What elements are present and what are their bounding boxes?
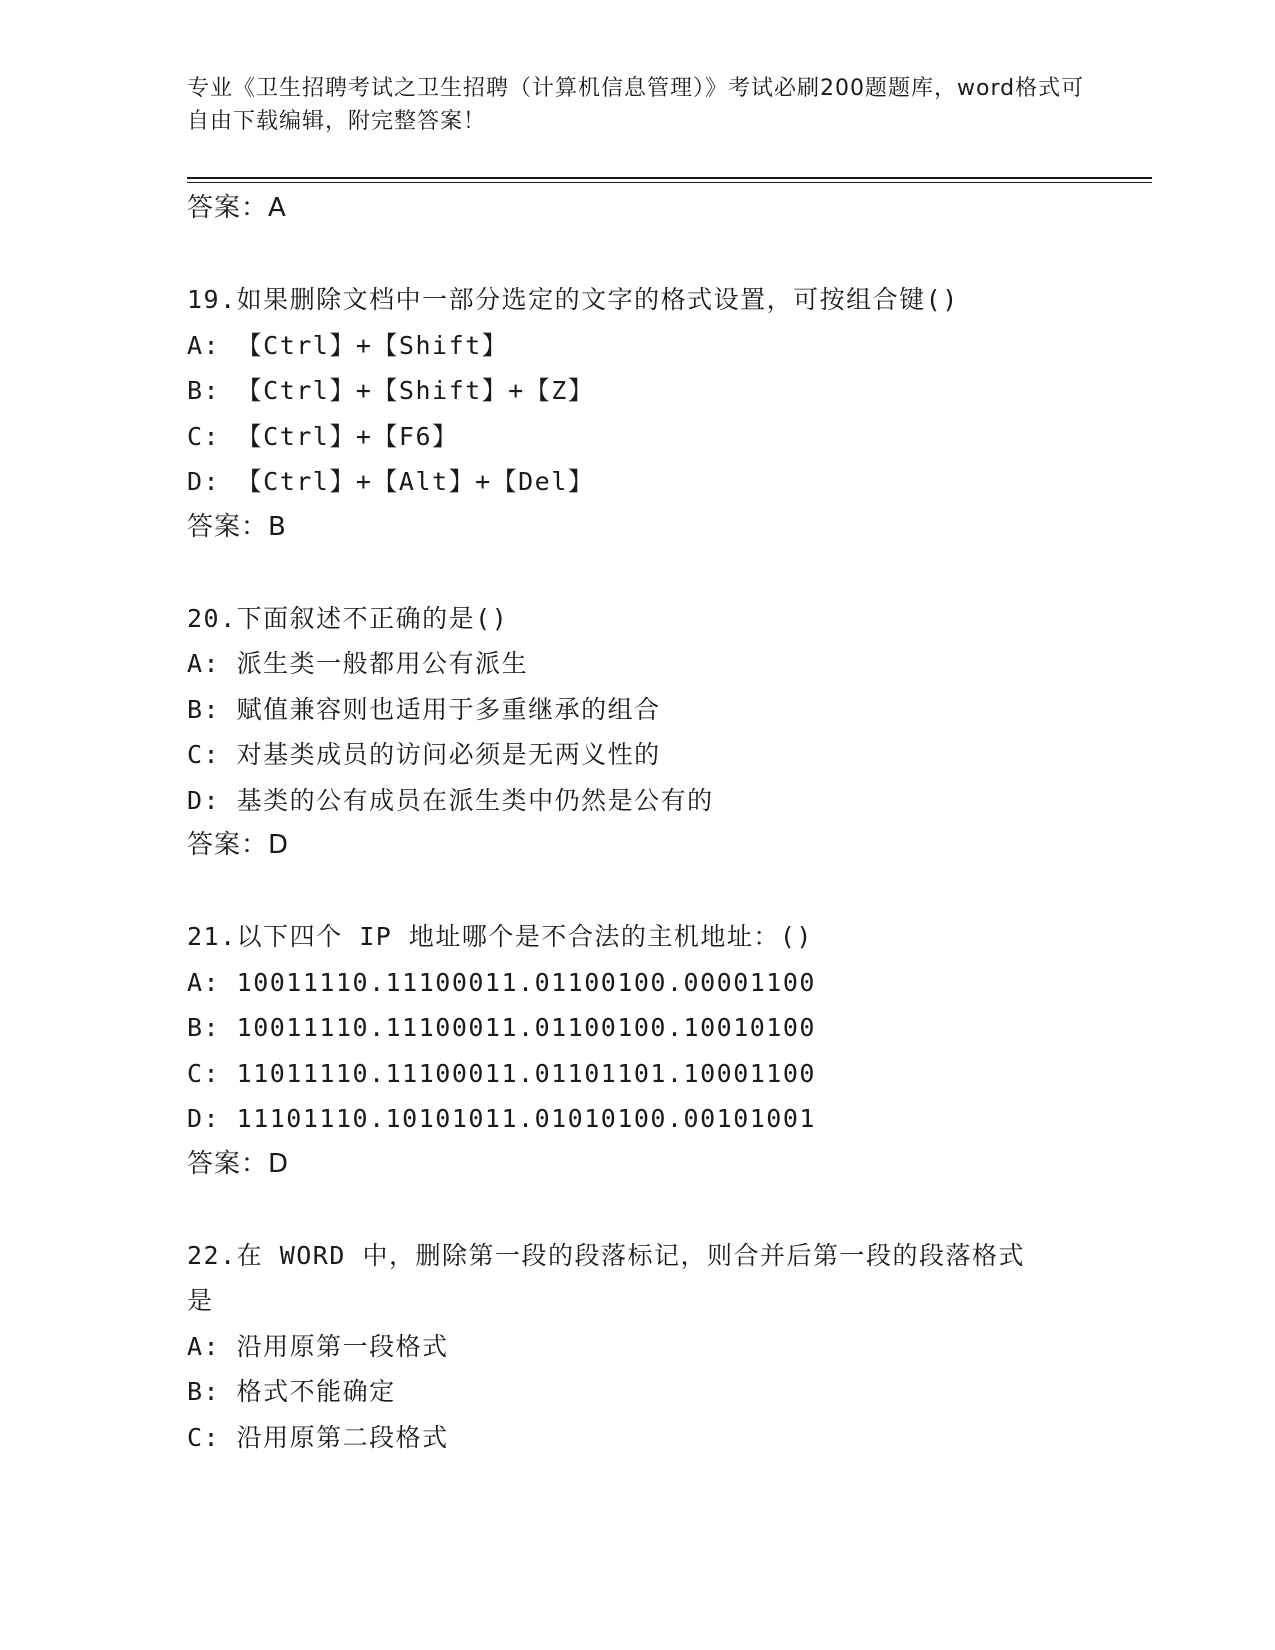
option-b: B: 10011110.11100011.01100100.10010100 — [187, 1013, 816, 1042]
option-b: B: 格式不能确定 — [187, 1377, 396, 1406]
option-a: A: 派生类一般都用公有派生 — [187, 649, 529, 678]
header-divider-thin — [187, 182, 1152, 183]
spacer — [187, 869, 1107, 915]
spacer — [187, 1187, 1107, 1233]
option-d: D: 基类的公有成员在派生类中仍然是公有的 — [187, 785, 714, 815]
option-a: A: 10011110.11100011.01100100.00001100 — [187, 967, 816, 997]
option-c: C: 对基类成员的访问必须是无两义性的 — [187, 740, 661, 769]
option-a: A: 沿用原第一段格式 — [187, 1331, 449, 1361]
option-c: C: 【Ctrl】+【F6】 — [187, 421, 459, 451]
option-c: C: 11011110.11100011.01101101.10001100 — [187, 1058, 816, 1088]
question-stem: 22.在 WORD 中，删除第一段的段落标记，则合并后第一段的段落格式是 — [187, 1240, 1025, 1315]
option-b: B: 赋值兼容则也适用于多重继承的组合 — [187, 694, 661, 724]
question-answer: 答案：D — [187, 1148, 290, 1179]
question-stem: 21.以下四个 IP 地址哪个是不合法的主机地址：() — [187, 922, 813, 951]
question-19 — [187, 277, 1107, 550]
option-a: A: 【Ctrl】+【Shift】 — [187, 330, 509, 360]
question-answer: 答案：B — [187, 511, 287, 542]
document-body — [187, 186, 1107, 1460]
question-21 — [187, 914, 1107, 1187]
header-divider-thick — [187, 177, 1152, 179]
previous-answer: 答案：A — [187, 193, 287, 223]
document-header: 专业《卫生招聘考试之卫生招聘（计算机信息管理）》考试必刷200题题库，word格式可自由下载编辑，附完整答案！ — [187, 76, 1085, 134]
option-d: D: 【Ctrl】+【Alt】+【Del】 — [187, 467, 595, 496]
spacer — [187, 550, 1107, 596]
question-22 — [187, 1233, 1107, 1461]
spacer — [187, 232, 1107, 278]
option-b: B: 【Ctrl】+【Shift】+【Z】 — [187, 376, 595, 405]
option-c: C: 沿用原第二段格式 — [187, 1422, 449, 1452]
question-stem: 19.如果删除文档中一部分选定的文字的格式设置，可按组合键() — [187, 285, 959, 314]
question-20 — [187, 596, 1107, 869]
option-d: D: 11101110.10101011.01010100.00101001 — [187, 1104, 816, 1133]
question-answer: 答案：D — [187, 830, 290, 860]
question-stem: 20.下面叙述不正确的是() — [187, 603, 509, 633]
